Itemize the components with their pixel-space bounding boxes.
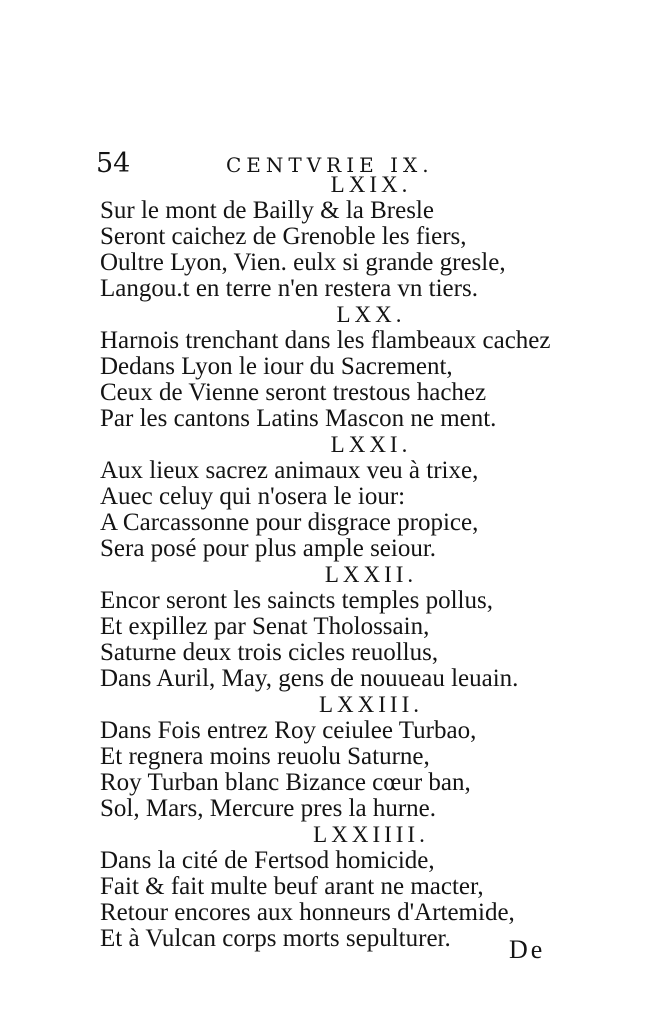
verse-line: Et à Vulcan corps morts sepulturer. <box>100 925 451 952</box>
verse-line: Auec celuy qui n'osera le iour: <box>100 483 406 510</box>
page-number: 54 <box>96 148 131 179</box>
catchword: De <box>509 935 546 964</box>
verse-line: Roy Turban blanc Bizance cœur ban, <box>100 769 471 796</box>
verse-line: Dans Auril, May, gens de nouueau leuain. <box>100 665 519 692</box>
quatrain-number: LXXIII. <box>319 692 423 717</box>
verse-line: Par les cantons Latins Mascon ne ment. <box>100 405 497 432</box>
verse-line: Et regnera moins reuolu Saturne, <box>100 743 430 770</box>
quatrain <box>100 692 570 822</box>
verse-line: Harnois trenchant dans les flambeaux cachez <box>100 327 551 354</box>
verse-line: Langou.t en terre n'en restera vn tiers. <box>100 275 478 302</box>
running-head: CENTVRIE IX. <box>226 153 434 177</box>
verse-line: Ceux de Vienne seront trestous hachez <box>100 379 487 406</box>
verse-line: Retour encores aux honneurs d'Artemide, <box>100 899 515 926</box>
quatrain-number: LXXII. <box>324 562 418 587</box>
quatrain-number: LXIX. <box>330 172 412 197</box>
quatrain-number: LXXIIII. <box>313 822 429 847</box>
quatrain <box>100 172 570 302</box>
verse-line: Encor seront les saincts temples pollus, <box>100 587 493 614</box>
verse-line: Fait & fait multe beuf arant ne macter, <box>100 873 484 900</box>
verse-line: Dans Fois entrez Roy ceiulee Turbao, <box>100 717 477 744</box>
quatrains <box>100 172 570 952</box>
quatrain <box>100 432 570 562</box>
quatrain-number: LXX. <box>336 302 406 327</box>
verse-line: Saturne deux trois cicles reuollus, <box>100 639 439 666</box>
verse-line: Seront caichez de Grenoble les fiers, <box>100 223 467 250</box>
verse-line: A Carcassonne pour disgrace propice, <box>100 509 479 536</box>
verse-line: Sur le mont de Bailly & la Bresle <box>100 197 434 224</box>
verse-line: Sol, Mars, Mercure pres la hurne. <box>100 795 437 822</box>
quatrain <box>100 302 570 432</box>
verse-line: Sera posé pour plus ample seiour. <box>100 535 437 562</box>
verse-line: Dans la cité de Fertsod homicide, <box>100 847 435 874</box>
verse-line: Oultre Lyon, Vien. eulx si grande gresle, <box>100 249 506 276</box>
verse-line: Dedans Lyon le iour du Sacrement, <box>100 353 453 380</box>
quatrain <box>100 822 570 952</box>
verse-line: Et expillez par Senat Tholossain, <box>100 613 430 640</box>
verse-line: Aux lieux sacrez animaux veu à trixe, <box>100 457 479 484</box>
quatrain-number: LXXI. <box>330 432 412 457</box>
quatrain <box>100 562 570 692</box>
